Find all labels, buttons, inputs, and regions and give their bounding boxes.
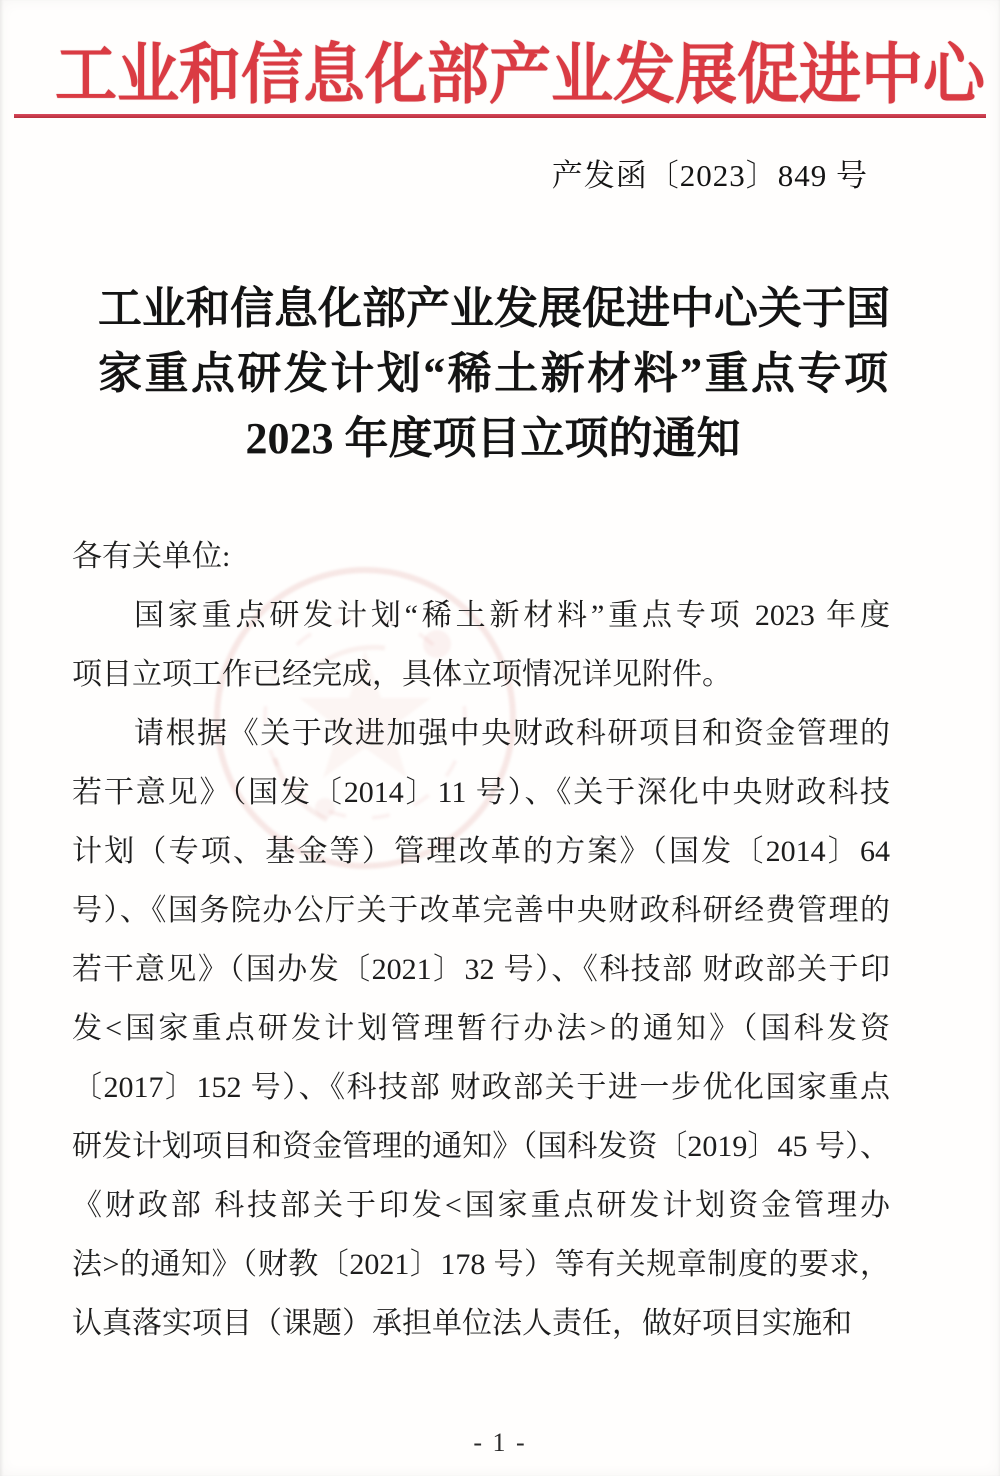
body-line: 计划（专项、基金等）管理改革的方案》（国发〔2014〕64 bbox=[72, 835, 890, 868]
body-line: 若干意见》（国发〔2014〕11 号）、《关于深化中央财政科技 bbox=[72, 776, 890, 809]
document-body bbox=[72, 527, 890, 1353]
title-line: 工业和信息化部产业发展促进中心关于国 bbox=[98, 284, 890, 333]
body-line: 号）、《国务院办公厅关于改革完善中央财政科研经费管理的 bbox=[72, 894, 890, 927]
body-line: 〔2017〕152 号）、《科技部 财政部关于进一步优化国家重点 bbox=[72, 1071, 890, 1104]
body-line: 《财政部 科技部关于印发<国家重点研发计划资金管理办 bbox=[72, 1189, 890, 1222]
body-line: 法>的通知》（财教〔2021〕178 号）等有关规章制度的要求， bbox=[72, 1248, 890, 1281]
body-line: 国家重点研发计划“稀土新材料”重点专项 2023 年度 bbox=[134, 599, 890, 632]
title-line: 家重点研发计划“稀土新材料”重点专项 bbox=[98, 349, 888, 398]
body-line: 若干意见》（国办发〔2021〕32 号）、《科技部 财政部关于印 bbox=[72, 953, 890, 986]
document-title bbox=[98, 276, 888, 471]
title-line: 2023 年度项目立项的通知 bbox=[245, 414, 741, 463]
body-line: 认真落实项目（课题）承担单位法人责任，做好项目实施和 bbox=[72, 1307, 852, 1340]
letterhead-org-name: 工业和信息化部产业发展促进中心 bbox=[55, 39, 986, 112]
document-reference-number: 产发函〔2023〕849 号 bbox=[551, 158, 868, 193]
letterhead-divider-rule bbox=[14, 114, 986, 118]
body-line: 项目立项工作已经完成，具体立项情况详见附件。 bbox=[72, 658, 732, 691]
body-line: 各有关单位: bbox=[72, 540, 231, 573]
body-line: 研发计划项目和资金管理的通知》（国科发资〔2019〕45 号）、 bbox=[72, 1130, 890, 1163]
body-line: 请根据《关于改进加强中央财政科研项目和资金管理的 bbox=[134, 717, 890, 750]
page-number: - 1 - bbox=[473, 1428, 527, 1457]
body-line: 发<国家重点研发计划管理暂行办法>的通知》（国科发资 bbox=[72, 1012, 890, 1045]
